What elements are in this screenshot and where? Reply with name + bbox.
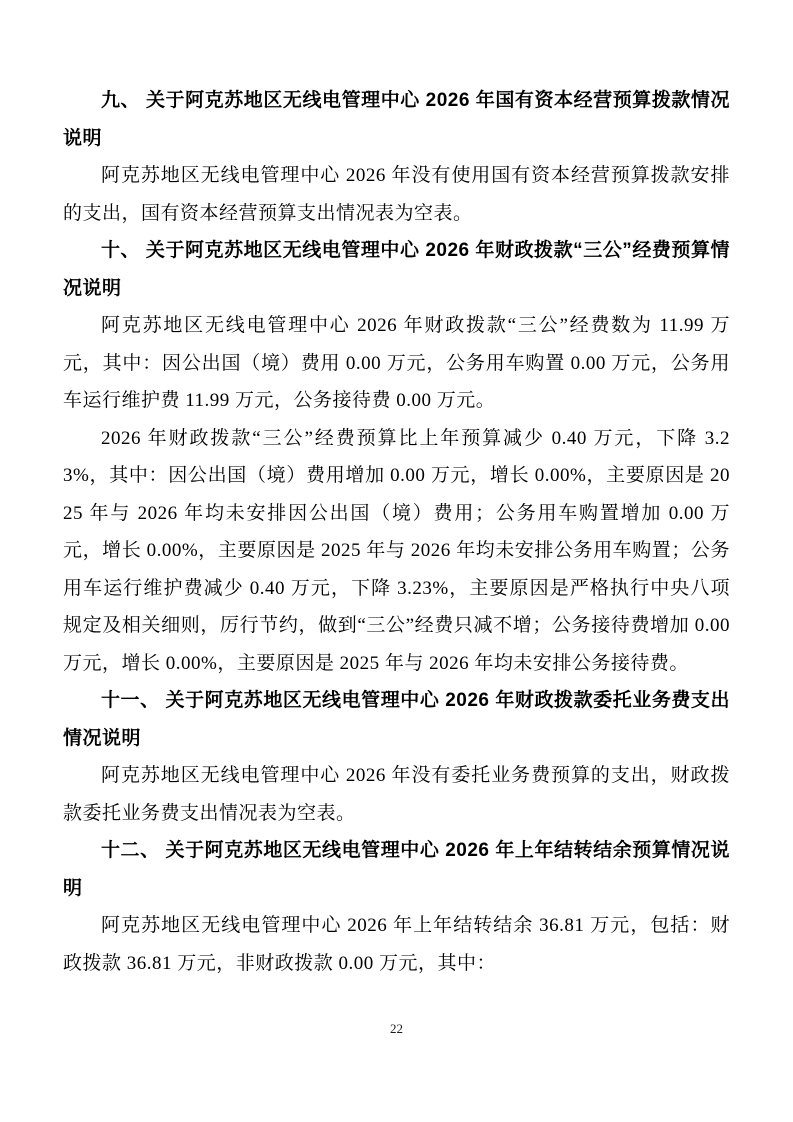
section-9-paragraph: 阿克苏地区无线电管理中心 2026 年没有使用国有资本经营预算拨款安排的支出，国有资本经营预算支出情况表为空表。 <box>63 165 730 224</box>
page-number: 22 <box>390 1021 403 1036</box>
section-12 <box>63 832 730 982</box>
section-9 <box>63 82 730 232</box>
section-12-paragraph: 阿克苏地区无线电管理中心 2026 年上年结转结余 36.81 万元，包括：财政拨款 36.81 万元，非财政拨款 0.00 万元，其中： <box>63 915 730 974</box>
section-10-paragraph-2: 2026 年财政拨款“三公”经费预算比上年预算减少 0.40 万元，下降 3.23%，其中：因公出国（境）费用增加 0.00 万元，增长 0.00%，主要原因是 2025 年与 2026 年均未安排因公出国（境）费用；公务用车购置增加 0.00 万元，增长 0.00%，主要原因是 2025 年与 2026 年均未安排公务用车购置；公务用车运行维护费减少 0.40 万元，下降 3.23%，主要原因是严格执行中央八项规定及相关细则，厉行节约，做到“三公”经费只减不增；公务接待费增加 0.00 万元，增长 0.00%，主要原因是 2025 年与 2026 年均未安排公务接待费。 <box>63 427 730 674</box>
document-content <box>63 82 730 982</box>
section-10-heading: 十、 关于阿克苏地区无线电管理中心 2026 年财政拨款“三公”经费预算情况说明 <box>63 240 730 299</box>
section-11 <box>63 682 730 832</box>
section-9-heading: 九、 关于阿克苏地区无线电管理中心 2026 年国有资本经营预算拨款情况说明 <box>63 90 730 149</box>
section-11-paragraph: 阿克苏地区无线电管理中心 2026 年没有委托业务费预算的支出，财政拨款委托业务费支出情况表为空表。 <box>63 765 730 824</box>
page-footer <box>0 1020 793 1038</box>
section-12-heading: 十二、 关于阿克苏地区无线电管理中心 2026 年上年结转结余预算情况说明 <box>63 840 730 899</box>
section-11-heading: 十一、 关于阿克苏地区无线电管理中心 2026 年财政拨款委托业务费支出情况说明 <box>63 690 730 749</box>
section-10-paragraph-1: 阿克苏地区无线电管理中心 2026 年财政拨款“三公”经费数为 11.99 万元，其中：因公出国（境）费用 0.00 万元，公务用车购置 0.00 万元，公务用车运行维护费 11.99 万元，公务接待费 0.00 万元。 <box>63 315 730 411</box>
section-10 <box>63 232 730 682</box>
